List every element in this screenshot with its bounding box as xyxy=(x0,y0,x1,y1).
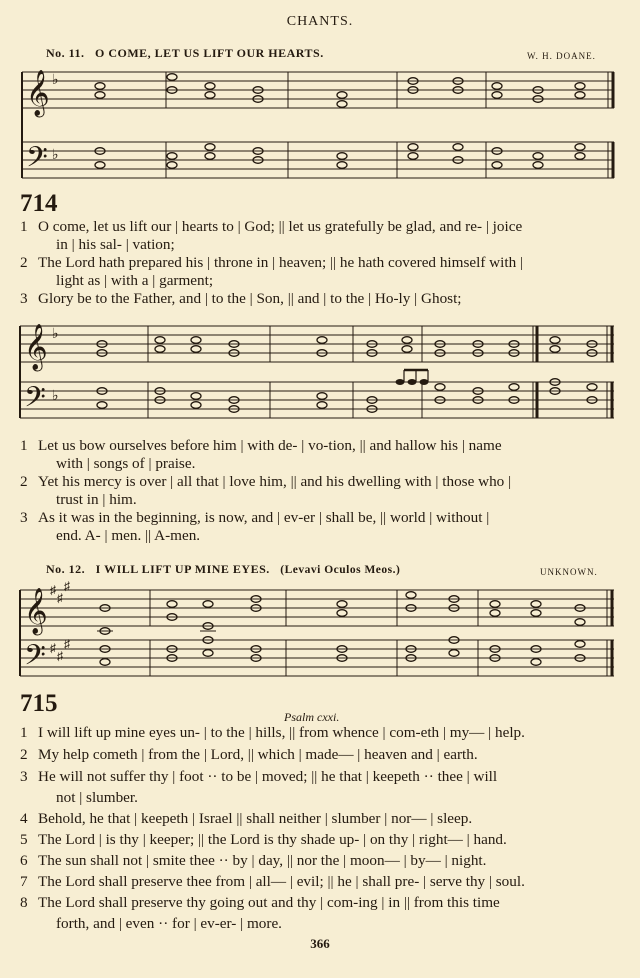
hymn-715-number: 715 xyxy=(20,690,58,717)
svg-text:𝄞: 𝄞 xyxy=(26,70,50,116)
hymn-714-number: 714 xyxy=(20,190,58,217)
verse-b-1: 1 Let us bow ourselves before him | with de- | vo-tion, || and hallow his | name xyxy=(20,437,502,454)
verse-715-3-cont: not | slumber. xyxy=(56,789,138,806)
hymn-714-verses-a xyxy=(20,218,523,308)
verse-715-3: 3 He will not suffer thy | foot ·· to be | moved; || he that | keepeth ·· thee | will xyxy=(20,768,498,785)
hymn-715-verses xyxy=(20,722,525,934)
svg-text:♯: ♯ xyxy=(64,637,70,651)
verse-715-8-cont: forth, and | even ·· for | ev-er- | more. xyxy=(56,915,282,932)
svg-text:♭: ♭ xyxy=(52,389,59,404)
svg-text:♭: ♭ xyxy=(52,327,59,342)
chant-11-number: No. 11. xyxy=(46,46,85,60)
svg-text:♯: ♯ xyxy=(50,583,56,597)
svg-text:𝄞: 𝄞 xyxy=(24,324,48,370)
page-number: 366 xyxy=(310,936,330,951)
page-header: CHANTS. xyxy=(286,14,354,29)
music-system-2 xyxy=(0,318,640,428)
verse-b-3: 3 As it was in the beginning, is now, and | ev-er | shall be, || world | without | xyxy=(20,509,490,526)
chant-11-title xyxy=(46,46,324,61)
chant-12-number: No. 12. xyxy=(46,562,86,576)
verse-b-2: 2 Yet his mercy is over | all that | love him, || and his dwelling with | those who | xyxy=(20,473,512,490)
verse-715-1: 1 I will lift up mine eyes un- | to the | hills, || from whence | com-eth | my— | help. xyxy=(20,724,525,741)
svg-text:𝄞: 𝄞 xyxy=(24,588,48,634)
chant-12-latin: (Levavi Oculos Meos.) xyxy=(280,564,401,576)
svg-text:𝄢: 𝄢 xyxy=(24,381,46,421)
verse-2: 2 The Lord hath prepared his | throne in | heaven; || he hath covered himself with | xyxy=(20,254,524,271)
verse-b-2-cont: trust in | him. xyxy=(56,491,137,508)
svg-text:♯: ♯ xyxy=(57,649,63,663)
svg-text:♭: ♭ xyxy=(52,73,59,88)
hymn-714-verses-b xyxy=(20,437,511,545)
svg-text:𝄢: 𝄢 xyxy=(26,141,48,181)
svg-text:𝄢: 𝄢 xyxy=(24,639,46,679)
music-system-3 xyxy=(0,579,640,688)
verse-1-cont: in | his sal- | vation; xyxy=(56,236,175,253)
verse-b-1-cont: with | songs of | praise. xyxy=(56,455,196,472)
music-system-1 xyxy=(0,64,640,190)
verse-715-6: 6 The sun shall not | smite thee ·· by | day, || nor the | moon— | by— | night. xyxy=(20,852,487,869)
chant-11-composer: W. H. DOANE. xyxy=(527,51,596,61)
verse-715-7: 7 The Lord shall preserve thee from | all— | evil; || he | shall pre- | serve thy | soul. xyxy=(20,873,525,890)
svg-text:♭: ♭ xyxy=(52,148,59,163)
chant-11-name: O COME, LET US LIFT OUR HEARTS. xyxy=(95,46,324,60)
verse-715-4: 4 Behold, he that | keepeth | Israel || shall neither | slumber | nor— | sleep. xyxy=(20,810,473,827)
verse-1: 1 O come, let us lift our | hearts to | God; || let us gratefully be glad, and re- | joice xyxy=(20,218,523,235)
verse-715-2: 2 My help cometh | from the | Lord, || which | made— | heaven and | earth. xyxy=(20,746,478,763)
chant-12-name: I WILL LIFT UP MINE EYES. xyxy=(95,562,270,576)
chant-12-composer: UNKNOWN. xyxy=(540,567,598,577)
verse-715-8: 8 The Lord shall preserve thy going out and thy | com-ing | in || from this time xyxy=(20,894,500,911)
svg-text:♯: ♯ xyxy=(57,591,63,605)
hymn-715-source: Psalm cxxi. xyxy=(284,710,340,724)
svg-text:♯: ♯ xyxy=(64,579,70,593)
chant-12-title xyxy=(46,562,400,577)
verse-2-cont: light as | with a | garment; xyxy=(56,272,214,289)
verse-3: 3 Glory be to the Father, and | to the | Son, || and | to the | Ho-ly | Ghost; xyxy=(20,290,462,307)
verse-b-3-cont: end. A- | men. || A-men. xyxy=(56,527,201,544)
verse-715-5: 5 The Lord | is thy | keeper; || the Lord is thy shade up- | on thy | right— | hand. xyxy=(20,831,507,848)
svg-text:♯: ♯ xyxy=(50,641,56,655)
